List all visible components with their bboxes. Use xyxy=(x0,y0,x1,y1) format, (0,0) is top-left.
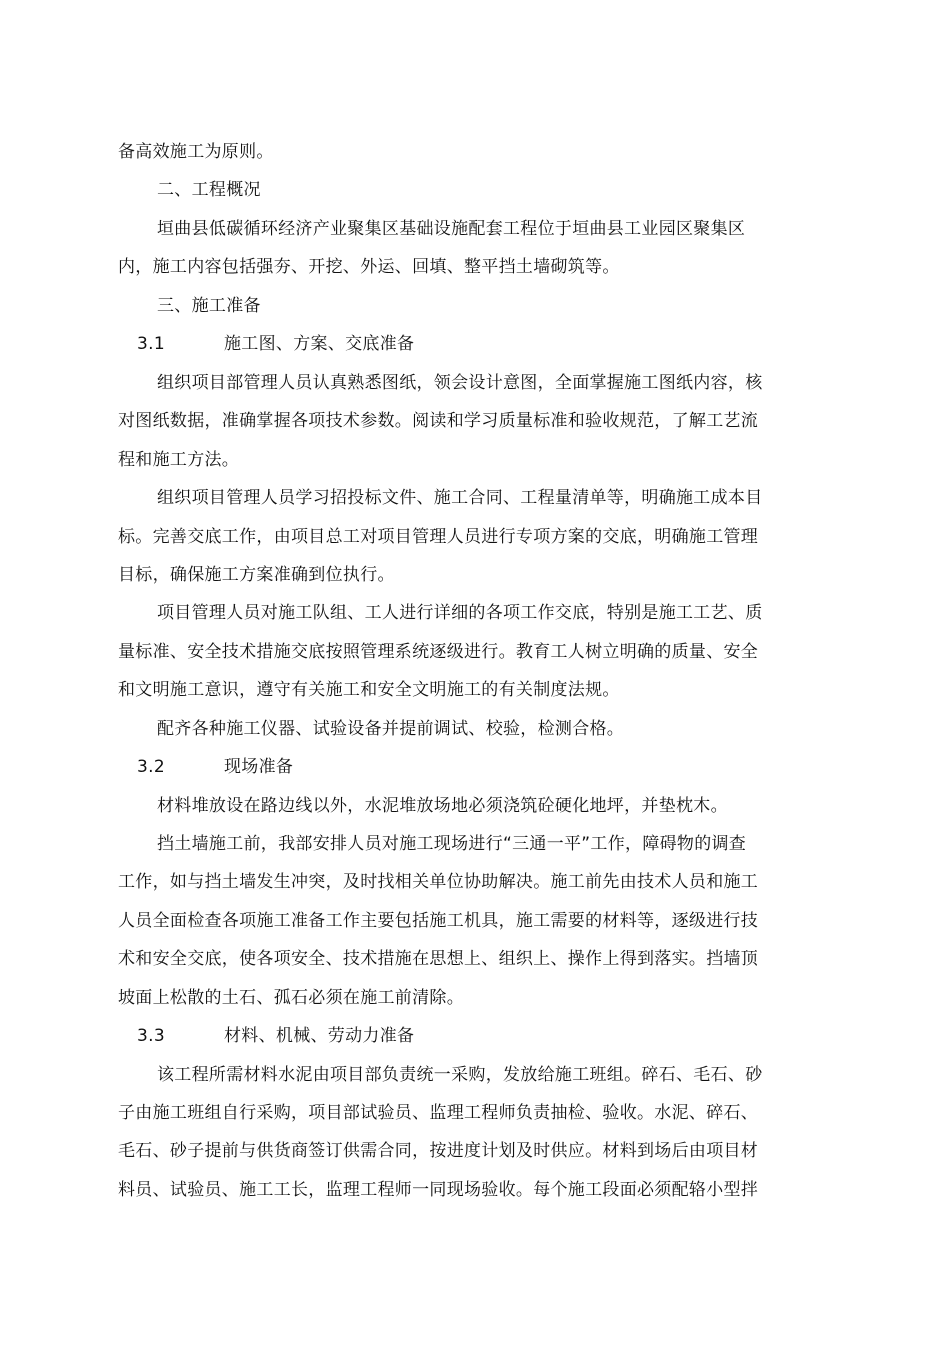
paragraph-line: 组织项目管理人员学习招投标文件、施工合同、工程量清单等，明确施工成本目 xyxy=(157,488,763,508)
section-heading: 二、工程概况 xyxy=(157,180,261,200)
paragraph-line: 程和施工方法。 xyxy=(118,450,240,470)
subsection-title: 材料、机械、劳动力准备 xyxy=(224,1026,415,1046)
paragraph-line: 目标，确保施工方案准确到位执行。 xyxy=(118,565,395,585)
subsection-number: 3.2 xyxy=(137,757,165,777)
paragraph-line: 和文明施工意识，遵守有关施工和安全文明施工的有关制度法规。 xyxy=(118,680,620,700)
paragraph-line: 项目管理人员对施工队组、工人进行详细的各项工作交底，特别是施工工艺、质 xyxy=(157,603,763,623)
paragraph-line: 子由施工班组自行采购，项目部试验员、监理工程师负责抽检、验收。水泥、碎石、 xyxy=(118,1103,759,1123)
paragraph-line: 该工程所需材料水泥由项目部负责统一采购，发放给施工班组。碎石、毛石、砂 xyxy=(157,1065,763,1085)
subsection-number: 3.1 xyxy=(137,334,165,354)
subsection-title: 现场准备 xyxy=(224,757,294,777)
paragraph-line: 量标准、安全技术措施交底按照管理系统逐级进行。教育工人树立明确的质量、安全 xyxy=(118,642,759,662)
paragraph-line: 组织项目部管理人员认真熟悉图纸，领会设计意图，全面掌握施工图纸内容，核 xyxy=(157,373,763,393)
paragraph-line: 备高效施工为原则。 xyxy=(118,142,274,162)
section-heading: 三、施工准备 xyxy=(157,296,261,316)
paragraph-line: 对图纸数据，准确掌握各项技术参数。阅读和学习质量标准和验收规范，了解工艺流 xyxy=(118,411,759,431)
subsection-heading-3-3 xyxy=(0,1022,950,1050)
paragraph-line: 材料堆放设在路边线以外，水泥堆放场地必须浇筑砼硬化地坪，并垫枕木。 xyxy=(157,796,728,816)
paragraph-line: 工作，如与挡土墙发生冲突，及时找相关单位协助解决。施工前先由技术人员和施工 xyxy=(118,872,759,892)
paragraph-line: 人员全面检查各项施工准备工作主要包括施工机具，施工需要的材料等，逐级进行技 xyxy=(118,911,759,931)
paragraph-line: 挡土墙施工前，我部安排人员对施工现场进行“三通一平”工作，障碍物的调查 xyxy=(157,834,747,854)
paragraph-line: 垣曲县低碳循环经济产业聚集区基础设施配套工程位于垣曲县工业园区聚集区 xyxy=(157,219,746,239)
subsection-heading-3-2 xyxy=(0,753,950,781)
paragraph-line: 毛石、砂子提前与供货商签订供需合同，按进度计划及时供应。材料到场后由项目材 xyxy=(118,1141,759,1161)
paragraph-line: 内，施工内容包括强夯、开挖、外运、回填、整平挡土墙砌筑等。 xyxy=(118,257,620,277)
paragraph-line: 料员、试验员、施工工长，监理工程师一同现场验收。每个施工段面必须配辂小型拌 xyxy=(118,1180,759,1200)
paragraph-line: 标。完善交底工作，由项目总工对项目管理人员进行专项方案的交底，明确施工管理 xyxy=(118,527,759,547)
subsection-number: 3.3 xyxy=(137,1026,165,1046)
paragraph-line: 术和安全交底，使各项安全、技术措施在思想上、组织上、操作上得到落实。挡墙顶 xyxy=(118,949,759,969)
paragraph-line: 坡面上松散的土石、孤石必须在施工前清除。 xyxy=(118,988,464,1008)
paragraph-line: 配齐各种施工仪器、试验设备并提前调试、校验，检测合格。 xyxy=(157,719,625,739)
subsection-title: 施工图、方案、交底准备 xyxy=(224,334,415,354)
subsection-heading-3-1 xyxy=(0,330,950,358)
